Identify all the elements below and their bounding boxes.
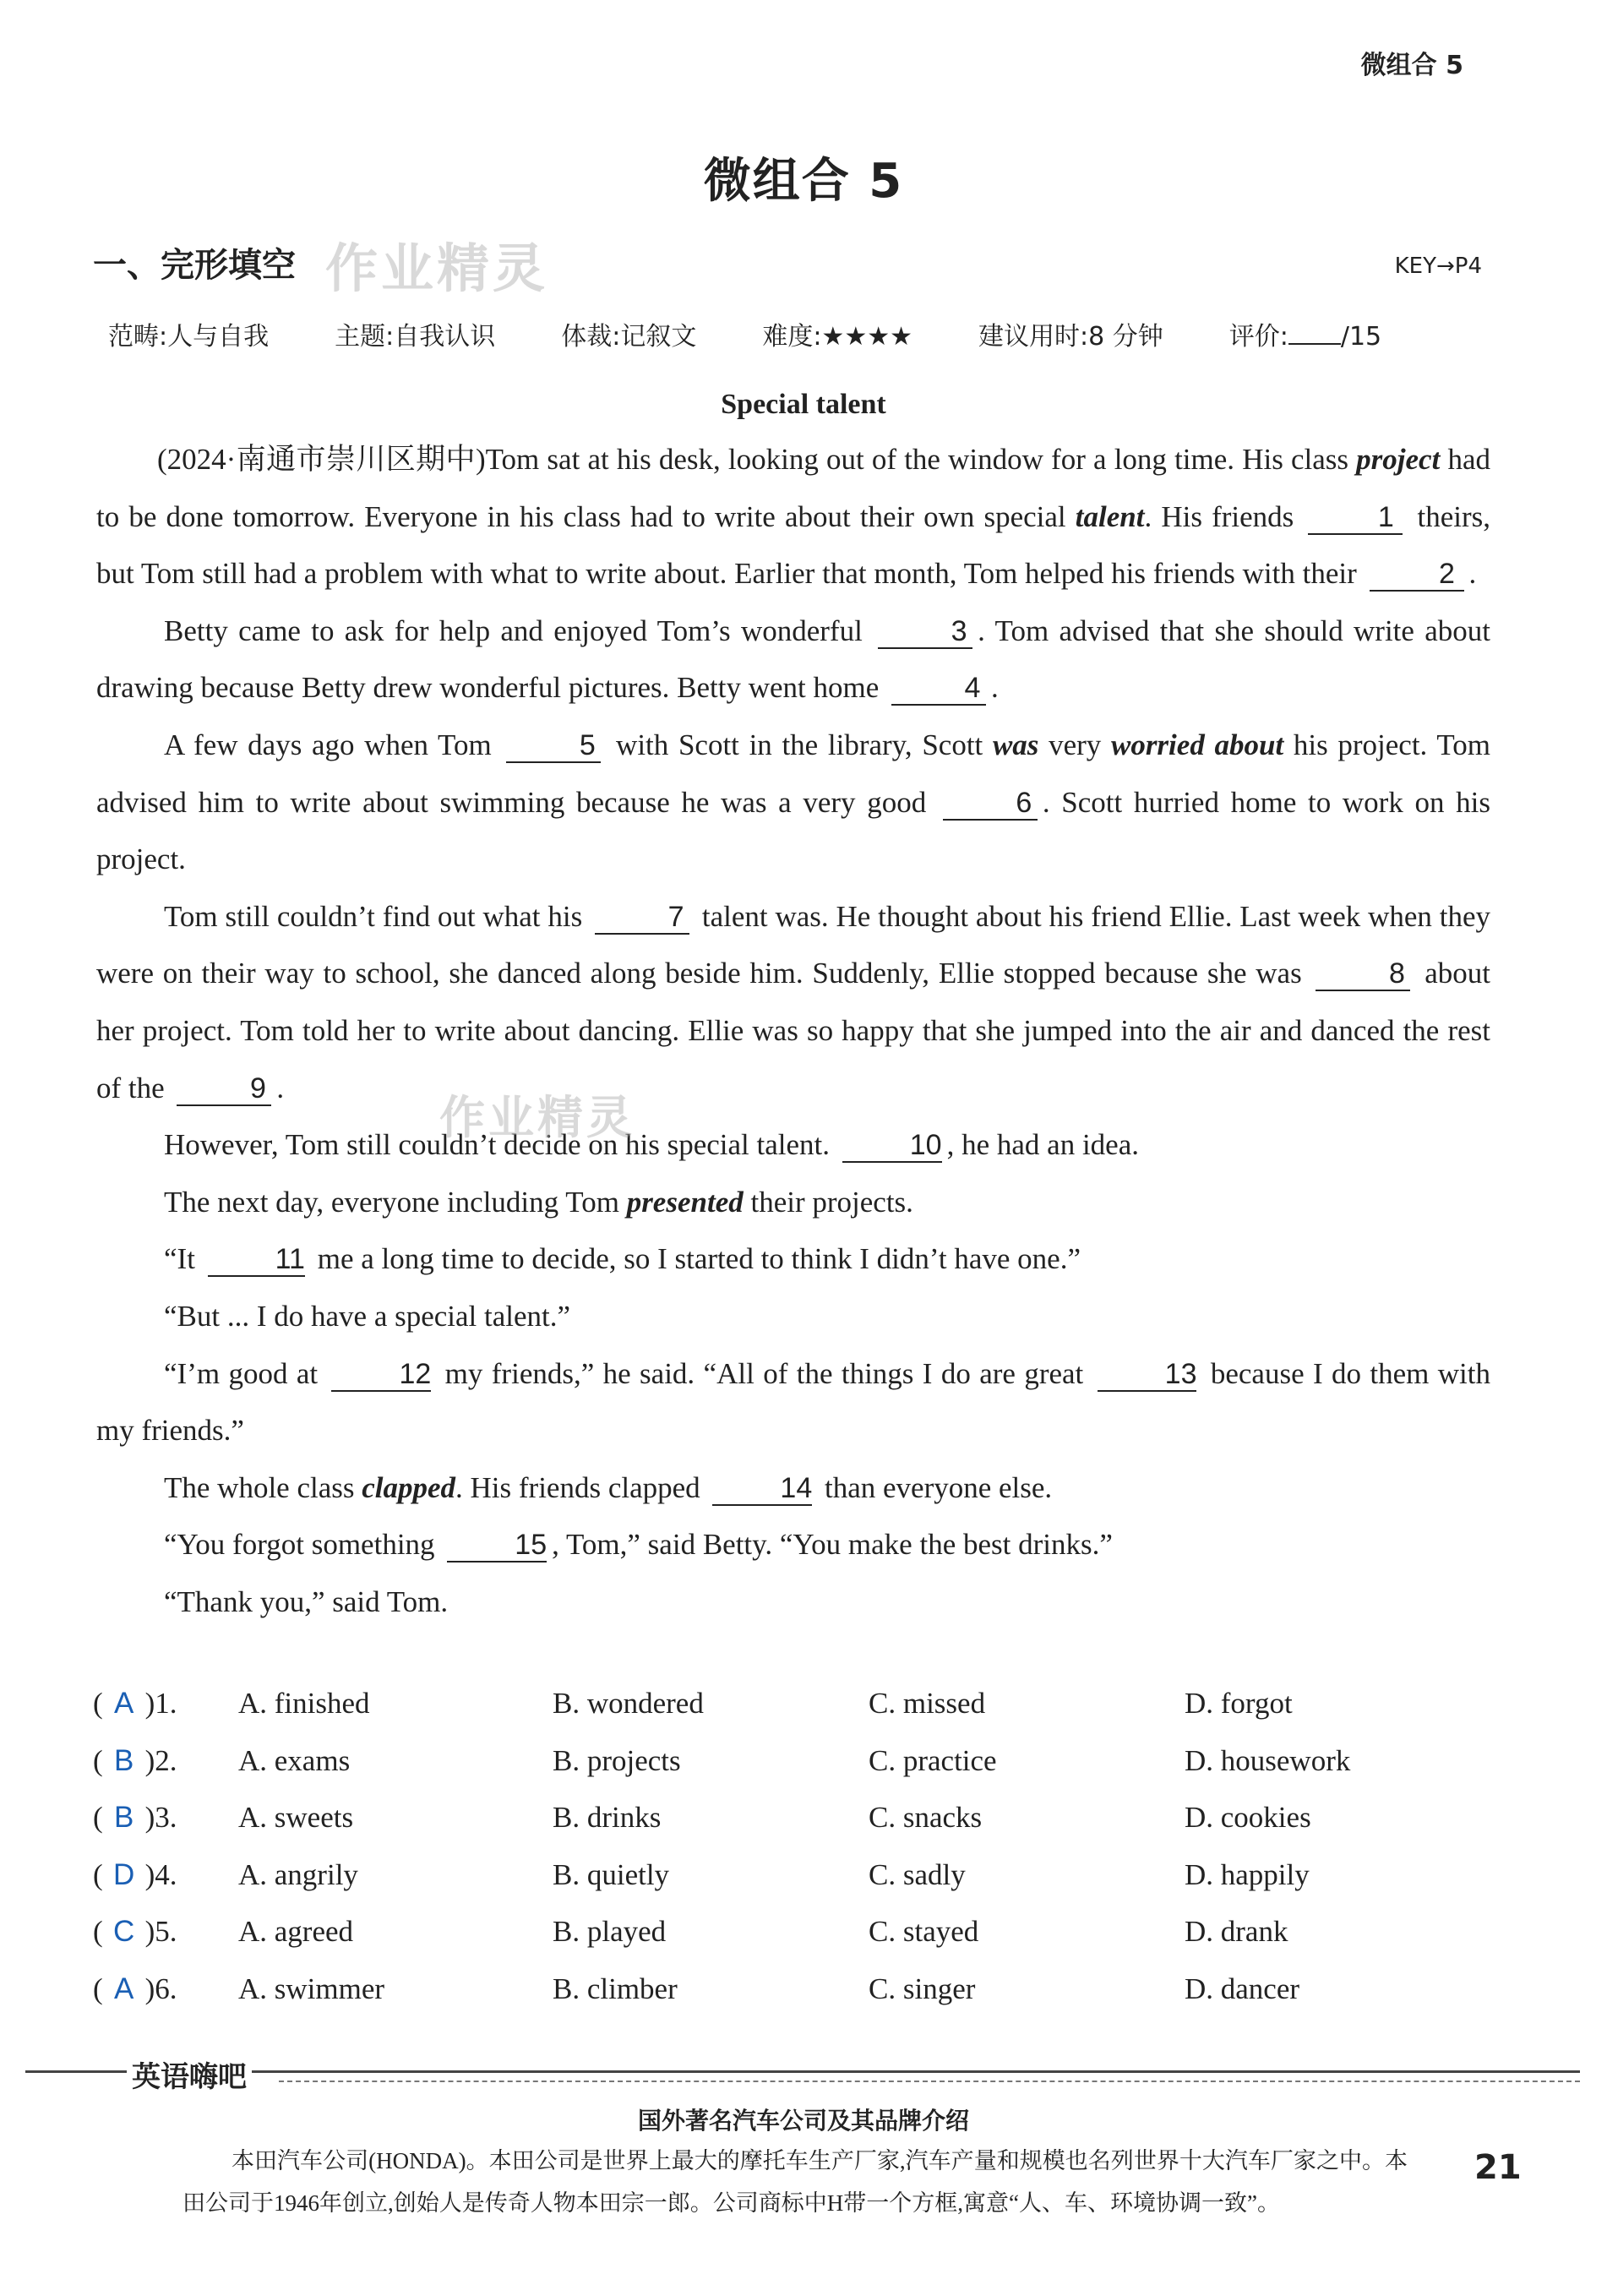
question-list (93, 1687, 1529, 2029)
meta-score (1229, 315, 1381, 352)
blank-1[interactable]: 1 (1308, 501, 1403, 535)
text: theirs, but Tom still had a problem with what to write about. Earlier that month, Tom helped his friends with their (96, 499, 1491, 591)
text: very (1038, 728, 1111, 761)
blank-3[interactable]: 3 (878, 615, 972, 649)
paren: ( (93, 1915, 103, 1948)
option-d[interactable]: D. drank (1185, 1915, 1288, 1948)
blank-11[interactable]: 11 (208, 1243, 305, 1277)
number: )4. (144, 1857, 177, 1891)
watermark-middle: 作业精灵 (439, 1091, 635, 1144)
text: me a long time to decide, so I started to think I didn’t have one.” (309, 1242, 1081, 1276)
text: (2024·南通市崇川区期中)Tom sat at his desk, looking out of the window for a long time. His class (157, 443, 1357, 476)
score-blank[interactable] (1288, 323, 1341, 345)
question-number (93, 1972, 177, 2006)
option-a[interactable]: A. finished (238, 1687, 370, 1720)
running-head: 微组合 5 (1360, 51, 1463, 80)
answer-mark: A (113, 1972, 134, 2005)
question-number (93, 1801, 177, 1835)
text: talent was. He thought about his friend Ellie. Last week when they were on their way to school, she danced along beside him. Suddenly, Ellie stopped because she was (96, 899, 1490, 990)
footer-label: 英语嗨吧 (127, 2053, 252, 2095)
option-a[interactable]: A. exams (238, 1743, 351, 1777)
question-row (93, 1858, 1529, 1916)
paragraph-12 (96, 1573, 1490, 1631)
option-d[interactable]: D. cookies (1185, 1801, 1311, 1834)
option-b[interactable]: B. climber (553, 1972, 678, 2005)
question-row (93, 1744, 1529, 1802)
meta-genre: 体裁:记叙文 (561, 322, 697, 352)
question-row (93, 1972, 1529, 2030)
option-c[interactable]: C. missed (869, 1687, 986, 1720)
text: Betty came to ask for help and enjoyed Tom’s wonderful (164, 614, 874, 647)
question-row (93, 1915, 1529, 1972)
key-reference: KEY→P4 (1394, 254, 1482, 279)
meta-category: 范畴:人与自我 (108, 322, 270, 352)
text: . Tom advised that she should write about drawing because Betty drew wonderful pictures. Betty went home (96, 614, 1490, 705)
paragraph-5 (96, 1116, 1490, 1174)
text: Tom still couldn’t find out what his (164, 899, 591, 933)
option-c[interactable]: C. sadly (869, 1857, 966, 1891)
option-d[interactable]: D. forgot (1185, 1687, 1293, 1720)
text: with Scott in the library, Scott (606, 728, 993, 761)
sidebar-box-title: 国外著名汽车公司及其品牌介绍 (637, 2107, 969, 2135)
paragraph-10 (96, 1459, 1490, 1517)
question-row (93, 1801, 1529, 1858)
text: , he had an idea. (946, 1128, 1139, 1162)
paragraph-7 (96, 1230, 1490, 1288)
text: . (276, 1071, 285, 1104)
paragraph-11 (96, 1516, 1490, 1573)
emphasis: worried about (1110, 728, 1284, 761)
text: . Scott hurried home to work on his project. (96, 785, 1490, 876)
text: A few days ago when Tom (164, 728, 502, 761)
text: The whole class (164, 1470, 362, 1504)
text: The next day, everyone including Tom (164, 1185, 627, 1219)
text: their projects. (743, 1185, 913, 1219)
blank-13[interactable]: 13 (1098, 1358, 1197, 1392)
text: “You forgot something (164, 1528, 443, 1562)
text: . (1468, 557, 1477, 591)
option-d[interactable]: D. dancer (1185, 1972, 1300, 2005)
paren: ( (93, 1687, 103, 1720)
page-title: 微组合 5 (703, 154, 904, 209)
watermark-top: 作业精灵 (325, 237, 549, 299)
paragraph-8 (96, 1288, 1490, 1345)
text: had to be done tomorrow. Everyone in his class had to write about their own special (96, 443, 1490, 533)
emphasis: clapped (362, 1470, 456, 1504)
text: “I’m good at (164, 1356, 327, 1390)
option-a[interactable]: A. sweets (238, 1801, 354, 1834)
question-number (93, 1687, 177, 1721)
paragraph-9 (96, 1345, 1490, 1459)
paragraph-4 (96, 888, 1490, 1116)
text: because I do them with my friends.” (96, 1356, 1490, 1448)
emphasis: talent (1075, 499, 1145, 533)
page-number: 21 (1474, 2148, 1522, 2187)
meta-difficulty: 难度:★★★★ (762, 322, 913, 352)
answer-mark: C (113, 1915, 135, 1948)
blank-14[interactable]: 14 (712, 1472, 812, 1506)
text: about her project. Tom told her to write about dancing. Ellie was so happy that she jumped into the air and danced the rest of the (96, 957, 1490, 1104)
answer-mark: B (113, 1743, 134, 1777)
paragraph-3 (96, 717, 1490, 888)
answer-mark: D (113, 1857, 135, 1891)
exercise-meta (108, 315, 1494, 352)
option-c[interactable]: C. stayed (869, 1915, 979, 1948)
story-title: Special talent (721, 389, 886, 420)
paren: ( (93, 1801, 103, 1834)
text: “It (164, 1242, 203, 1276)
blank-6[interactable]: 6 (943, 787, 1038, 821)
text: . (991, 671, 999, 705)
text: than everyone else. (817, 1470, 1053, 1504)
text: my friends,” he said. “All of the things I do are great (436, 1356, 1092, 1390)
text: . His friends (1144, 499, 1304, 533)
option-b[interactable]: B. drinks (553, 1801, 662, 1834)
blank-15[interactable]: 15 (447, 1529, 547, 1562)
blank-2[interactable]: 2 (1370, 558, 1464, 592)
number: )1. (144, 1687, 177, 1720)
answer-mark: A (113, 1687, 134, 1720)
option-c[interactable]: C. snacks (869, 1801, 983, 1834)
meta-score-label: 评价: (1228, 322, 1288, 352)
footer-dashed-line (279, 2081, 1580, 2082)
question-number (93, 1744, 177, 1778)
number: )3. (144, 1801, 177, 1834)
blank-5[interactable]: 5 (506, 729, 601, 763)
option-c[interactable]: C. singer (869, 1972, 976, 2005)
option-b[interactable]: B. projects (553, 1743, 681, 1777)
option-b[interactable]: B. wondered (553, 1687, 704, 1720)
blank-12[interactable]: 12 (331, 1358, 431, 1392)
meta-score-total: /15 (1340, 322, 1382, 352)
paren: ( (93, 1972, 103, 2005)
blank-7[interactable]: 7 (595, 901, 689, 935)
option-d[interactable]: D. happily (1185, 1857, 1310, 1891)
blank-4[interactable]: 4 (891, 672, 986, 706)
paragraph-2 (96, 603, 1490, 717)
option-b[interactable]: B. played (553, 1915, 667, 1948)
question-row (93, 1687, 1529, 1744)
question-number (93, 1915, 177, 1949)
text: However, Tom still couldn’t decide on his special talent. (164, 1128, 837, 1162)
text: his project. Tom advised him to write about swimming because he was a very good (96, 728, 1490, 819)
sidebar-box-text: 本田汽车公司(HONDA)。本田公司是世界上最大的摩托车生产厂家,汽车产量和规模也名列世界十大汽车厂家之中。本田公司于1946年创立,创始人是传奇人物本田宗一郎。公司商标中H带一个方框,寓意“人、车、环境协调一致”。 (182, 2148, 1408, 2216)
blank-8[interactable]: 8 (1316, 957, 1410, 991)
emphasis: project (1356, 443, 1441, 476)
text: “Thank you,” said Tom. (164, 1584, 449, 1618)
text: . His friends clapped (455, 1470, 708, 1504)
blank-9[interactable]: 9 (177, 1072, 271, 1106)
number: )2. (144, 1743, 177, 1777)
number: )5. (144, 1915, 177, 1948)
meta-theme: 主题:自我认识 (335, 322, 496, 352)
paragraph-1 (96, 431, 1490, 603)
text: , Tom,” said Betty. “You make the best drinks.” (552, 1528, 1113, 1562)
cloze-passage (96, 431, 1490, 1630)
question-number (93, 1858, 177, 1892)
meta-time: 建议用时:8 分钟 (978, 322, 1163, 352)
paren: ( (93, 1857, 103, 1891)
answer-mark: B (113, 1801, 134, 1834)
paren: ( (93, 1743, 103, 1777)
option-a[interactable]: A. agreed (238, 1915, 354, 1948)
option-b[interactable]: B. quietly (553, 1857, 670, 1891)
emphasis: presented (626, 1185, 744, 1219)
option-c[interactable]: C. practice (869, 1743, 997, 1777)
option-d[interactable]: D. housework (1185, 1743, 1351, 1777)
section-heading: 一、完形填空 (93, 246, 296, 285)
blank-10[interactable]: 10 (842, 1129, 942, 1163)
emphasis: was (992, 728, 1039, 761)
number: )6. (144, 1972, 177, 2005)
option-a[interactable]: A. angrily (238, 1857, 358, 1891)
footer-divider (25, 2070, 1580, 2073)
text: “But ... I do have a special talent.” (164, 1299, 571, 1333)
paragraph-6 (96, 1174, 1490, 1231)
option-a[interactable]: A. swimmer (238, 1972, 385, 2005)
